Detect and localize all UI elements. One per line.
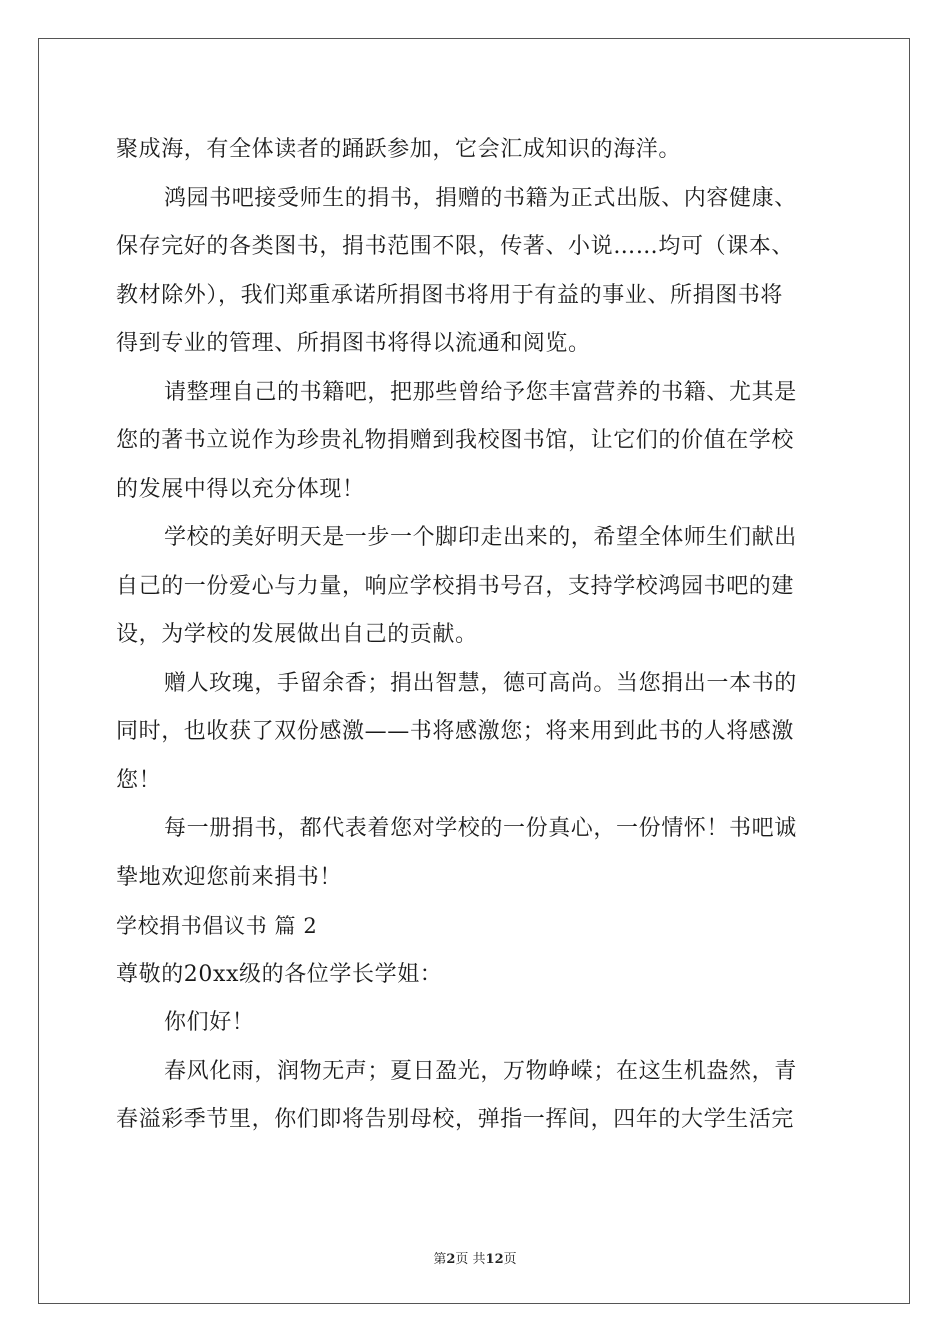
paragraph-start: 赠人玫瑰，手留余香；捐出智慧，德可高尚。当您捐出一本书的 <box>164 670 797 696</box>
total-page-number: 12 <box>485 1252 504 1267</box>
paragraph-start: 每一册捐书，都代表着您对学校的一份真心，一份情怀！书吧诚 <box>164 816 797 841</box>
paragraph-start: 春风化雨，润物无声；夏日盈光，万物峥嵘；在这生机盎然，青 <box>164 1058 797 1084</box>
text-line: 春溢彩季节里，你们即将告别母校，弹指一挥间，四年的大学生活完 <box>116 1107 795 1132</box>
text-line: 保存完好的各类图书，捐书范围不限，传著、小说……均可（课本、 <box>116 234 795 259</box>
salutation: 尊敬的20xx级的各位学长学姐： <box>116 961 443 987</box>
current-page-number: 2 <box>446 1252 456 1267</box>
page-mid: 页 共 <box>455 1252 486 1267</box>
greeting: 你们好！ <box>164 1010 255 1035</box>
text-line: 教材除外），我们郑重承诺所捐图书将用于有益的事业、所捐图书将 <box>116 282 784 308</box>
text-line: 您！ <box>116 767 162 793</box>
text-line: 的发展中得以充分体现！ <box>116 476 365 502</box>
text-line: 得到专业的管理、所捐图书将得以流通和阅览。 <box>116 331 591 356</box>
page-suffix: 页 <box>503 1252 517 1267</box>
paragraph-start: 鸿园书吧接受师生的捐书，捐赠的书籍为正式出版、内容健康、 <box>164 185 797 211</box>
text-line: 挚地欢迎您前来捐书！ <box>116 864 343 890</box>
page-prefix: 第 <box>433 1252 447 1267</box>
text-line: 设，为学校的发展做出自己的贡献。 <box>116 622 478 647</box>
page-footer <box>0 1248 950 1267</box>
text-line: 同时，也收获了双份感激——书将感激您；将来用到此书的人将感激 <box>116 719 795 744</box>
paragraph-start: 请整理自己的书籍吧，把那些曾给予您丰富营养的书籍、尤其是 <box>164 379 797 405</box>
text-line: 聚成海，有全体读者的踊跃参加，它会汇成知识的海洋。 <box>116 137 682 162</box>
text-line: 自己的一份爱心与力量，响应学校捐书号召，支持学校鸿园书吧的建 <box>116 573 795 599</box>
document-body <box>116 126 832 1145</box>
paragraph-start: 学校的美好明天是一步一个脚印走出来的，希望全体师生们献出 <box>164 525 797 550</box>
text-line: 您的著书立说作为珍贵礼物捐赠到我校图书馆，让它们的价值在学校 <box>116 428 795 453</box>
section-heading: 学校捐书倡议书 篇 2 <box>116 914 318 938</box>
